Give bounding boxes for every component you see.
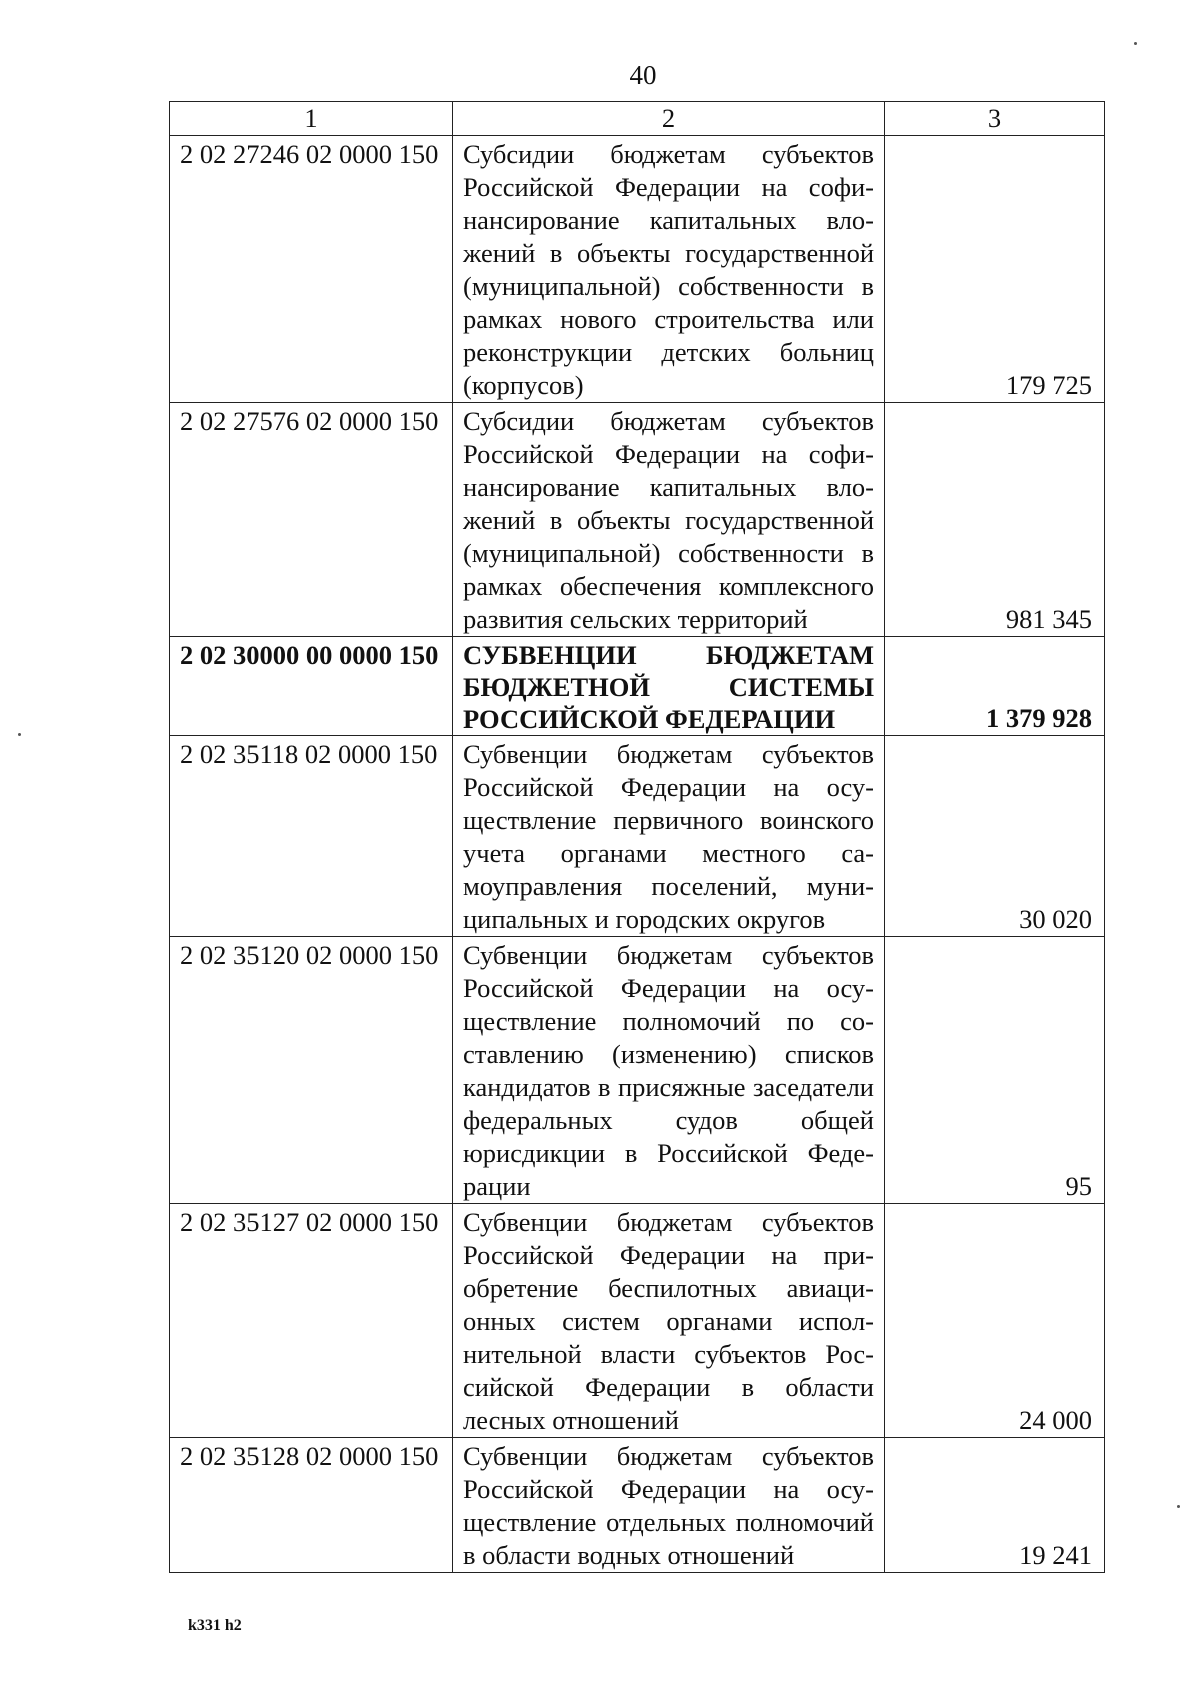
row-name: Субвенции бюджетам субъектов Российской Федерации на осуществление полномочий по составлению (изменению) списков кандидатов в присяжные заседатели федеральных судов общей юрисдикции в Российской Федерации bbox=[453, 937, 885, 1204]
row-code: 2 02 35120 02 0000 150 bbox=[170, 937, 453, 1204]
row-code: 2 02 35118 02 0000 150 bbox=[170, 736, 453, 937]
table-row bbox=[170, 937, 1105, 1204]
row-name: Субвенции бюджетам субъектов Российской Федерации на осуществление отдельных полномочий в области водных отношений bbox=[453, 1438, 885, 1573]
row-code: 2 02 30000 00 0000 150 bbox=[170, 637, 453, 736]
scan-speck bbox=[1177, 1505, 1180, 1508]
row-sum: 24 000 bbox=[885, 1204, 1105, 1438]
footer-document-mark: k331 h2 bbox=[188, 1617, 242, 1634]
row-name: Субвенции бюджетам субъектов Российской Федерации на приобретение беспилотных авиационных систем органами исполнительной власти субъектов Российской Федерации в области лесных отношений bbox=[453, 1204, 885, 1438]
table-row bbox=[170, 736, 1105, 937]
row-code: 2 02 35128 02 0000 150 bbox=[170, 1438, 453, 1573]
row-sum: 1 379 928 bbox=[885, 637, 1105, 736]
table-row bbox=[170, 136, 1105, 403]
table-row-section-total bbox=[170, 637, 1105, 736]
table-row bbox=[170, 1204, 1105, 1438]
row-code: 2 02 35127 02 0000 150 bbox=[170, 1204, 453, 1438]
row-name: Субсидии бюджетам субъектов Российской Федерации на софинансирование капитальных вложений в объекты государственной (муниципальной) собственности в рамках нового строительства или реконструкции детских больниц (корпусов) bbox=[453, 136, 885, 403]
scan-speck bbox=[18, 733, 21, 736]
row-sum: 179 725 bbox=[885, 136, 1105, 403]
table-row bbox=[170, 403, 1105, 637]
budget-table bbox=[169, 101, 1105, 1573]
row-name: СУБВЕНЦИИ БЮДЖЕТАМ БЮДЖЕТНОЙ СИСТЕМЫ РОССИЙСКОЙ ФЕДЕРАЦИИ bbox=[453, 637, 885, 736]
page-number: 40 bbox=[629, 60, 657, 90]
row-code: 2 02 27576 02 0000 150 bbox=[170, 403, 453, 637]
table-row bbox=[170, 1438, 1105, 1573]
row-sum: 95 bbox=[885, 937, 1105, 1204]
row-sum: 30 020 bbox=[885, 736, 1105, 937]
row-sum: 19 241 bbox=[885, 1438, 1105, 1573]
row-sum: 981 345 bbox=[885, 403, 1105, 637]
column-header-sum: 3 bbox=[885, 102, 1105, 136]
column-header-name: 2 bbox=[453, 102, 885, 136]
row-name: Субвенции бюджетам субъектов Российской Федерации на осуществление первичного воинского учета органами местного самоуправления поселений, муниципальных и городских округов bbox=[453, 736, 885, 937]
row-code: 2 02 27246 02 0000 150 bbox=[170, 136, 453, 403]
row-name: Субсидии бюджетам субъектов Российской Федерации на софинансирование капитальных вложений в объекты государственной (муниципальной) собственности в рамках обеспечения комплексного развития сельских территорий bbox=[453, 403, 885, 637]
table-header-row bbox=[170, 102, 1105, 136]
column-header-code: 1 bbox=[170, 102, 453, 136]
scan-speck bbox=[1134, 42, 1137, 45]
